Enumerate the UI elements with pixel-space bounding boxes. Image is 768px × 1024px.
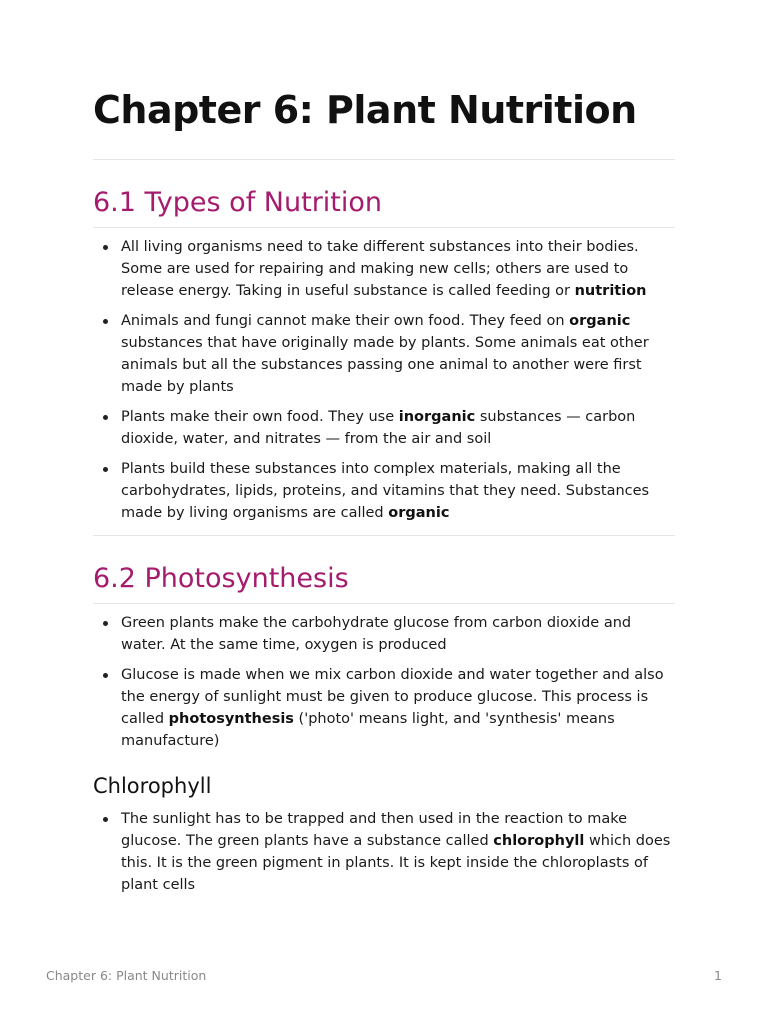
photosynthesis-list	[93, 612, 673, 752]
text-run: plant cells	[121, 877, 196, 893]
list-item	[93, 808, 673, 896]
footer-title: Chapter 6: Plant Nutrition	[46, 968, 207, 983]
text-run: animals but all the substances passing one animal to another were first	[121, 357, 642, 373]
list-item	[93, 236, 673, 302]
list-item-line	[121, 852, 673, 874]
text-run: release energy. Taking in useful substance is called feeding or	[121, 283, 575, 299]
text-run: manufacture)	[121, 733, 220, 749]
list-item-line	[121, 874, 673, 896]
text-run: Glucose is made when we mix carbon dioxide and water together and also	[121, 667, 664, 683]
text-run: the energy of sunlight must be given to produce glucose. This process is	[121, 689, 649, 705]
list-item	[93, 406, 673, 450]
text-run: substances — carbon	[475, 409, 636, 425]
list-item-line	[121, 730, 673, 752]
text-run: Plants make their own food. They use	[121, 409, 399, 425]
text-run: this. It is the green pigment in plants. It is kept inside the chloroplasts of	[121, 855, 648, 871]
list-item	[93, 612, 673, 656]
list-item-line	[121, 406, 673, 428]
text-run: substances that have originally made by plants. Some animals eat other	[121, 335, 649, 351]
section-divider	[93, 227, 675, 228]
types-of-nutrition-list	[93, 236, 673, 524]
list-item-line	[121, 258, 673, 280]
page-title: Chapter 6: Plant Nutrition	[93, 88, 637, 132]
text-run: Green plants make the carbohydrate glucose from carbon dioxide and	[121, 615, 632, 631]
text-run: glucose. The green plants have a substance called	[121, 833, 494, 849]
text-run: Animals and fungi cannot make their own food. They feed on	[121, 313, 570, 329]
text-run: which does	[584, 833, 671, 849]
list-item	[93, 458, 673, 524]
list-item-line	[121, 830, 673, 852]
list-item-line	[121, 664, 673, 686]
text-run: water. At the same time, oxygen is produced	[121, 637, 447, 653]
text-run: Plants build these substances into complex materials, making all the	[121, 461, 621, 477]
list-item-line	[121, 354, 673, 376]
section-divider	[93, 603, 675, 604]
footer-page-number: 1	[714, 968, 722, 983]
list-item-line	[121, 280, 673, 302]
list-item-line	[121, 634, 673, 656]
section-heading-types-of-nutrition: 6.1 Types of Nutrition	[93, 187, 383, 218]
list-item-line	[121, 310, 673, 332]
list-item-line	[121, 458, 673, 480]
bold-term: photosynthesis	[168, 711, 294, 727]
section-divider	[93, 535, 675, 536]
list-item-line	[121, 708, 673, 730]
bold-term: organic	[569, 313, 631, 329]
bold-term: chlorophyll	[493, 833, 585, 849]
list-item-line	[121, 480, 673, 502]
list-item-line	[121, 612, 673, 634]
bold-term: nutrition	[574, 283, 647, 299]
bold-term: inorganic	[398, 409, 476, 425]
bold-term: organic	[388, 505, 450, 521]
text-run: Some are used for repairing and making new cells; others are used to	[121, 261, 629, 277]
list-item-line	[121, 332, 673, 354]
text-run: made by plants	[121, 379, 234, 395]
list-item	[93, 310, 673, 398]
subheading-chlorophyll: Chlorophyll	[93, 774, 212, 798]
list-item-line	[121, 428, 673, 450]
text-run: ('photo' means light, and 'synthesis' means	[293, 711, 615, 727]
list-item-line	[121, 376, 673, 398]
list-item-line	[121, 502, 673, 524]
list-item-line	[121, 686, 673, 708]
text-run: dioxide, water, and nitrates — from the air and soil	[121, 431, 492, 447]
section-heading-photosynthesis: 6.2 Photosynthesis	[93, 563, 349, 594]
list-item-line	[121, 236, 673, 258]
list-item	[93, 664, 673, 752]
text-run: made by living organisms are called	[121, 505, 389, 521]
title-divider	[93, 159, 675, 160]
list-item-line	[121, 808, 673, 830]
text-run: All living organisms need to take different substances into their bodies.	[121, 239, 639, 255]
text-run: called	[121, 711, 169, 727]
text-run: carbohydrates, lipids, proteins, and vitamins that they need. Substances	[121, 483, 650, 499]
chlorophyll-list	[93, 808, 673, 896]
text-run: The sunlight has to be trapped and then used in the reaction to make	[121, 811, 628, 827]
